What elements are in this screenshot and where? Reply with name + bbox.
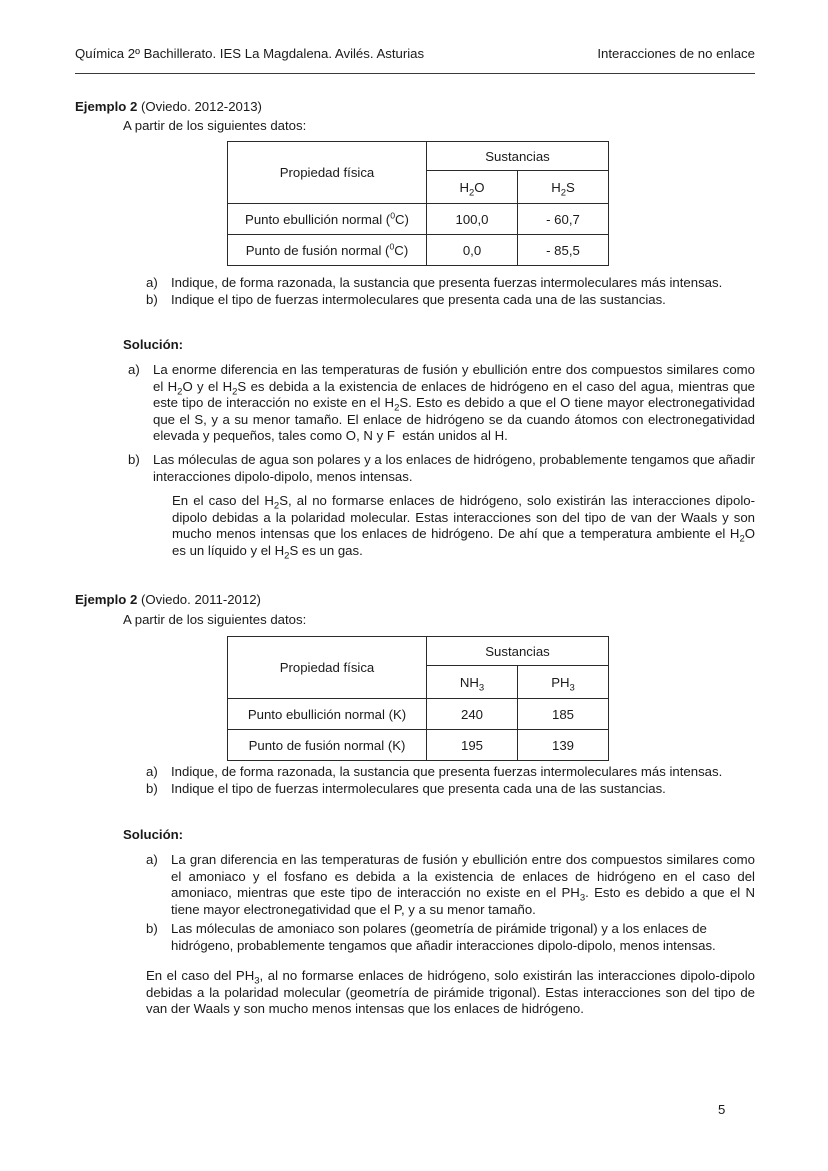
example-2-questions <box>146 764 755 797</box>
example-2-lead: A partir de los siguientes datos: <box>123 612 307 627</box>
table-row <box>228 699 609 730</box>
question-marker: a) <box>146 275 158 290</box>
cell-value: 240 <box>427 699 518 730</box>
row-label-melting: Punto de fusión normal (K) <box>228 730 427 761</box>
question-text: Indique el tipo de fuerzas intermoleculares que presenta cada una de las sustancias. <box>171 291 666 307</box>
example-1-title-bold: Ejemplo 2 <box>75 99 138 114</box>
substance-header-2: $PH_3$ <box>518 666 609 699</box>
example-2-answer-a <box>146 852 755 918</box>
example-2-answer-b <box>146 921 755 954</box>
row-label-melting: Punto de fusión normal ($^0$C) <box>228 235 427 266</box>
question-text: Indique el tipo de fuerzas intermoleculares que presenta cada una de las sustancias. <box>171 780 666 796</box>
group-header-cell: Sustancias <box>427 637 609 666</box>
row-label-boiling: Punto ebullición normal (K) <box>228 699 427 730</box>
cell-value: 0,0 <box>427 235 518 266</box>
header-course-title: Química 2º Bachillerato. IES La Magdalena. Avilés. Asturias <box>75 46 425 61</box>
cell-value: 100,0 <box>427 204 518 235</box>
question-item <box>146 275 755 292</box>
cell-value: - 85,5 <box>518 235 609 266</box>
header-divider <box>75 73 755 74</box>
question-text: Indique, de forma razonada, la sustancia que presenta fuerzas intermoleculares más intensas. <box>171 764 723 779</box>
question-marker: b) <box>146 780 158 796</box>
property-header-cell: Propiedad física <box>228 142 427 204</box>
answer-item <box>128 362 755 445</box>
substance-header-1: $NH_3$ <box>427 666 518 699</box>
example-1-lead: A partir de los siguientes datos: <box>123 118 307 133</box>
answer-marker: b) <box>128 452 140 467</box>
example-2-title <box>75 592 261 607</box>
page-number: 5 <box>718 1102 726 1117</box>
example-2-title-source: (Oviedo. 2011-2012) <box>137 592 261 607</box>
example-1-solution-label: Solución: <box>123 337 184 352</box>
question-text: Indique, de forma razonada, la sustancia que presenta fuerzas intermoleculares más intensas. <box>171 275 723 290</box>
example-2-solution-label: Solución: <box>123 827 184 842</box>
row-label-boiling: Punto ebullición normal ($^0$C) <box>228 204 427 235</box>
answer-item <box>146 921 755 954</box>
answer-text: La gran diferencia en las temperaturas de fusión y ebullición entre dos compuestos similares como el amoniaco y el fosfano es debida a la existencia de enlaces de hidrógeno en el caso del amoniaco, mientras que este tipo de interacción no existe en el $PH_3$. Esto es debido a que el N tiene mayor electronegatividad que el P, y a su menor tamaño. <box>171 852 755 917</box>
example-1-questions <box>146 275 755 308</box>
question-marker: a) <box>146 764 158 779</box>
question-item <box>146 292 755 309</box>
question-item <box>146 781 755 798</box>
substance-header-2: $H_2S$ <box>518 171 609 204</box>
example-1-answer-b <box>128 452 755 485</box>
answer-text: Las móleculas de amoniaco son polares (geometría de pirámide trigonal) y a los enlaces de hidrógeno, probablemente tengamos que añadir interacciones dipolo-dipolo, menos intensas. <box>171 921 716 953</box>
property-header-cell: Propiedad física <box>228 637 427 699</box>
table-row <box>228 637 609 666</box>
cell-value: 185 <box>518 699 609 730</box>
example-2-extra-paragraph: En el caso del $PH_3$, al no formarse enlaces de hidrógeno, solo existirán las interacciones dipolo-dipolo debidas a la polaridad molecular (geometría de pirámide trigonal). Estas interacciones son del tipo de van der Waals y son mucho menos intensas que los enlaces de hidrógeno. <box>146 968 755 1016</box>
example-2-title-bold: Ejemplo 2 <box>75 592 138 607</box>
answer-item <box>146 852 755 918</box>
table-row <box>228 235 609 266</box>
page-header <box>75 46 755 61</box>
substance-header-1: $H_2O$ <box>427 171 518 204</box>
cell-value: 139 <box>518 730 609 761</box>
question-item <box>146 764 755 781</box>
table-row <box>228 204 609 235</box>
example-2-table <box>227 636 609 761</box>
group-header-cell: Sustancias <box>427 142 609 171</box>
answer-marker: a) <box>146 852 158 867</box>
example-1-table <box>227 141 609 266</box>
table-row <box>228 142 609 171</box>
cell-value: - 60,7 <box>518 204 609 235</box>
answer-item <box>128 452 755 485</box>
example-1-answer-a <box>128 362 755 445</box>
header-section-title: Interacciones de no enlace <box>597 46 755 61</box>
cell-value: 195 <box>427 730 518 761</box>
answer-text: La enorme diferencia en las temperaturas de fusión y ebullición entre dos compuestos similares como el $H_2O$ y el $H_2S$ es debida a la existencia de enlaces de hidrógeno en el caso del agua, mientras que este tipo de interacción no existe en el $H_2S$. Esto es debido a que el O tiene mayor electronegatividad que el S, y a su menor tamaño. El enlace de hidrógeno se da cuando átomos con electronegatividad elevada y pequeños, tales como O, N y F están unidos al H. <box>153 362 755 443</box>
answer-text: Las móleculas de agua son polares y a los enlaces de hidrógeno, probablemente tengamos que añadir interacciones dipolo-dipolo, menos intensas. <box>153 452 755 484</box>
example-1-title-source: (Oviedo. 2012-2013) <box>137 99 262 114</box>
table-row <box>228 730 609 761</box>
example-1-extra-paragraph: En el caso del $H_2S$, al no formarse enlaces de hidrógeno, solo existirán las interacciones dipolo-dipolo debidas a la polaridad molecular. Estas interacciones son del tipo de van der Waals y son mucho menos intensas que los enlaces de hidrógeno. De ahí que a temperatura ambiente el $H_2O$ es un líquido y el $H_2S$ es un gas. <box>172 493 756 562</box>
question-marker: b) <box>146 291 158 307</box>
answer-marker: b) <box>146 921 158 936</box>
answer-marker: a) <box>128 362 140 377</box>
example-1-title <box>75 99 262 114</box>
